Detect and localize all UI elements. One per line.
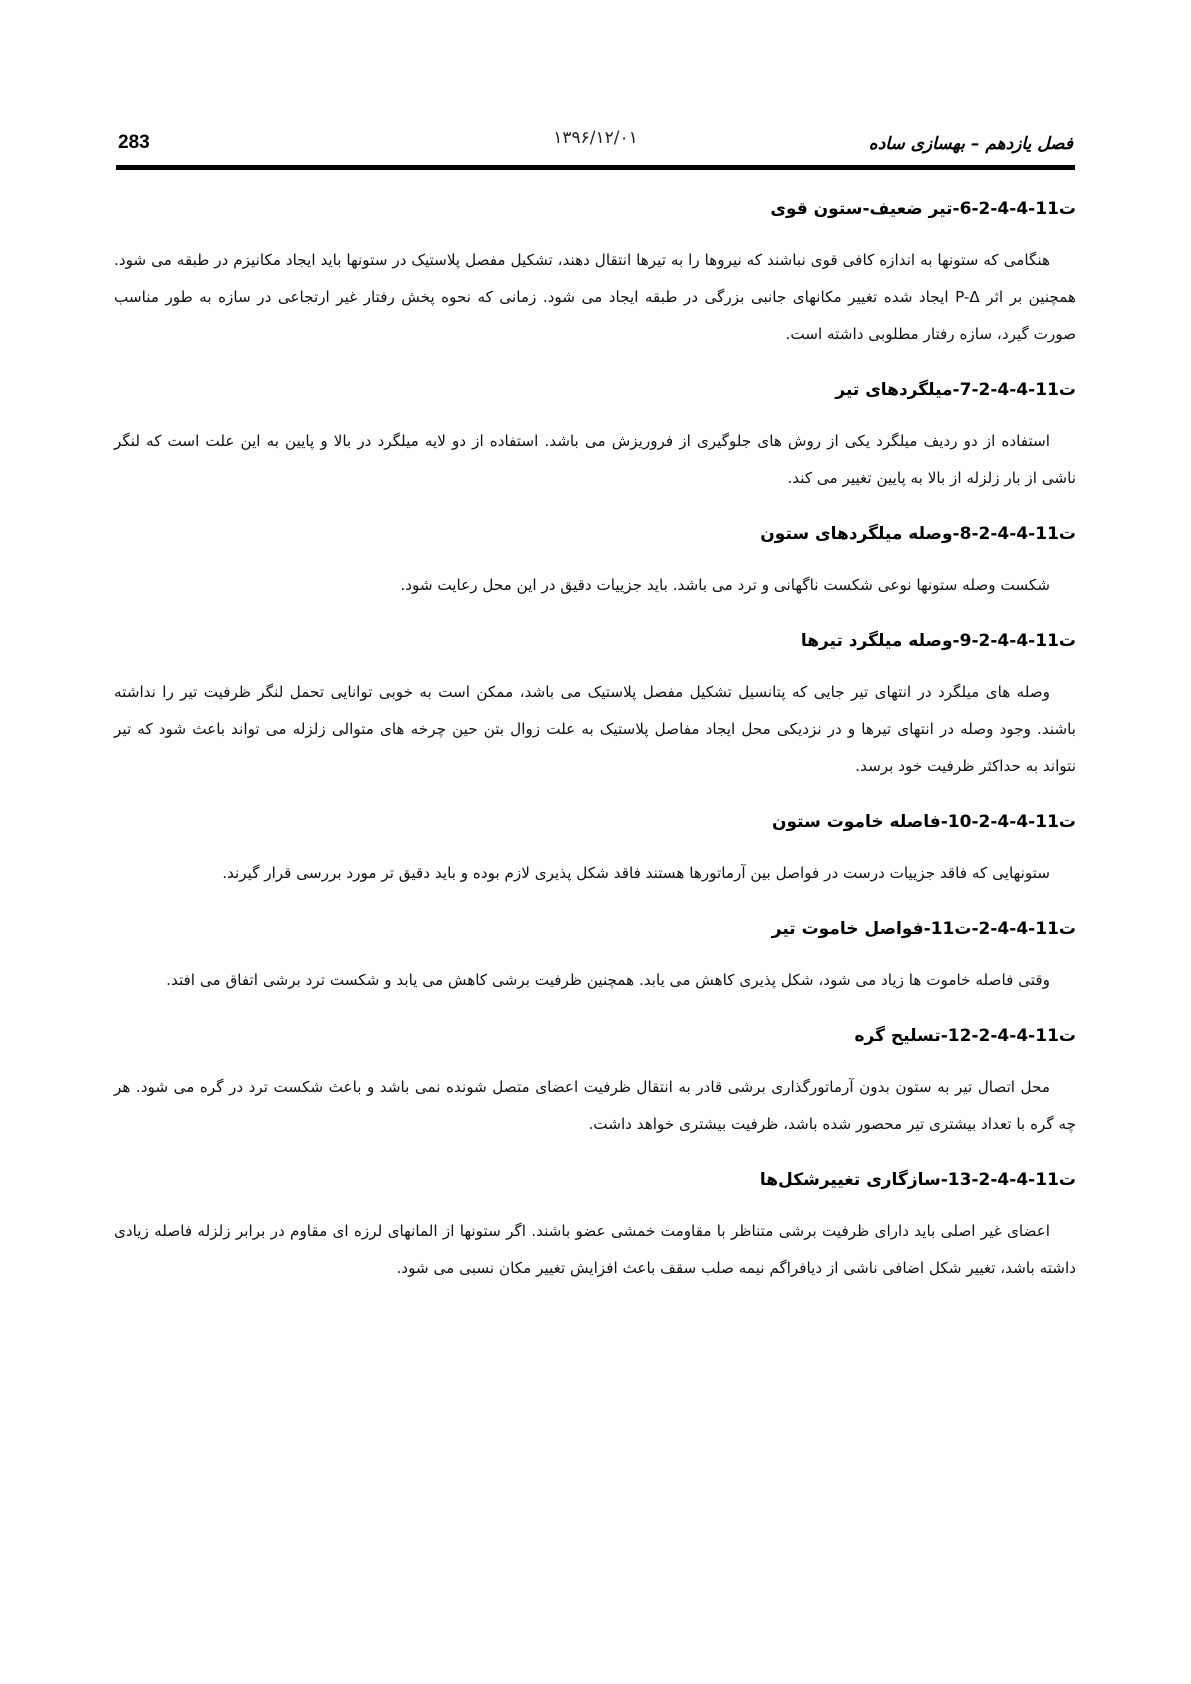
section-heading: ت11-4-4-2-13-سازگاری تغییرشکل‌ها xyxy=(759,1170,1076,1190)
section-heading: ت11-4-4-2-9-وصله میلگرد تیرها xyxy=(800,631,1076,651)
section-paragraph: هنگامی که ستونها به اندازه کافی قوی نباشند که نیروها را به تیرها انتقال دهند، تشکیل مفصل پلاستیک در ستونها باید ایجاد مکانیزم در طبقه می شود. همچنین بر اثر P-Δ ایجاد شده تغییر مکانهای جانبی بزرگی در طبقه ایجاد می شود. زمانی که نحوه پخش رفتار غیر ارتجاعی در سازه به طور مناسب صورت گیرد، سازه رفتار مطلوبی داشته است. xyxy=(114,251,1076,343)
section-weak-beam-strong-column xyxy=(114,190,1076,353)
section-beam-rebar-splice xyxy=(114,622,1076,785)
section-paragraph: محل اتصال تیر به ستون بدون آرماتورگذاری برشی قادر به انتقال ظرفیت اعضای متصل شونده نمی باشد و باعث شکست ترد در گره می شود. هر چه گره با تعداد بیشتری تیر محصور شده باشد، ظرفیت بیشتری خواهد داشت. xyxy=(114,1078,1076,1133)
document-body xyxy=(114,190,1076,1305)
section-paragraph: وصله های میلگرد در انتهای تیر جایی که پتانسیل تشکیل مفصل پلاستیک می باشد، ممکن است به خوبی توانایی تحمل لنگر ظرفیت تیر را نداشته باشند. وجود وصله در انتهای تیرها و در نزدیکی محل ایجاد مفاصل پلاستیک به علت زوال بتن حین چرخه های متوالی زلزله می تواند باعث شود که تیر نتواند به حداکثر ظرفیت خود برسد. xyxy=(114,683,1076,775)
section-paragraph: وقتی فاصله خاموت ها زیاد می شود، شکل پذیری کاهش می یابد. همچنین ظرفیت برشی کاهش می یابد و شکست ترد برشی اتفاق می افتد. xyxy=(166,971,1050,989)
section-paragraph: اعضای غیر اصلی باید دارای ظرفیت برشی متناظر با مقاومت خمشی عضو باشند. اگر ستونها از المانهای لرزه ای مقاوم در برابر زلزله فاصله زیادی داشته باشد، تغییر شکل اضافی ناشی از دیافراگم نیمه صلب سقف باعث افزایش تغییر مکان نسبی می شود. xyxy=(114,1222,1076,1277)
section-deformation-compatibility xyxy=(114,1161,1076,1287)
page-number: 283 xyxy=(118,132,150,153)
section-beam-rebars xyxy=(114,371,1076,497)
section-paragraph: شکست وصله ستونها نوعی شکست ناگهانی و ترد می باشد. باید جزییات دقیق در این محل رعایت شود. xyxy=(400,576,1050,594)
section-heading: ت11-4-4-2-10-فاصله خاموت ستون xyxy=(771,812,1076,832)
page-header xyxy=(118,128,1073,164)
section-heading: ت11-4-4-2-12-تسلیح گره xyxy=(854,1026,1076,1046)
chapter-title: فصل یازدهم – بهسازی ساده xyxy=(868,134,1073,154)
section-beam-stirrup-spacing xyxy=(114,910,1076,999)
section-heading: ت11-4-4-2-6-تیر ضعیف-ستون قوی xyxy=(770,199,1076,219)
header-date: ۱۳۹۶/۱۲/۰۱ xyxy=(553,128,638,148)
header-divider xyxy=(116,165,1075,170)
section-heading: ت11-4-4-2-7-میلگردهای تیر xyxy=(835,380,1076,400)
section-heading: ت11-4-4-2-ت11-فواصل خاموت تیر xyxy=(771,919,1076,939)
section-column-stirrup-spacing xyxy=(114,803,1076,892)
section-paragraph: ستونهایی که فاقد جزییات درست در فواصل بین آرماتورها هستند فاقد شکل پذیری لازم بوده و باید دقیق تر مورد بررسی قرار گیرند. xyxy=(222,864,1050,882)
section-heading: ت11-4-4-2-8-وصله میلگردهای ستون xyxy=(760,524,1076,544)
section-joint-reinforcement xyxy=(114,1017,1076,1143)
section-paragraph: استفاده از دو ردیف میلگرد یکی از روش های جلوگیری از فروریزش می باشد. استفاده از دو لایه میلگرد در بالا و پایین به این علت است که لنگر ناشی از بار زلزله از بالا به پایین تغییر می کند. xyxy=(114,432,1076,487)
section-column-rebar-splice xyxy=(114,515,1076,604)
